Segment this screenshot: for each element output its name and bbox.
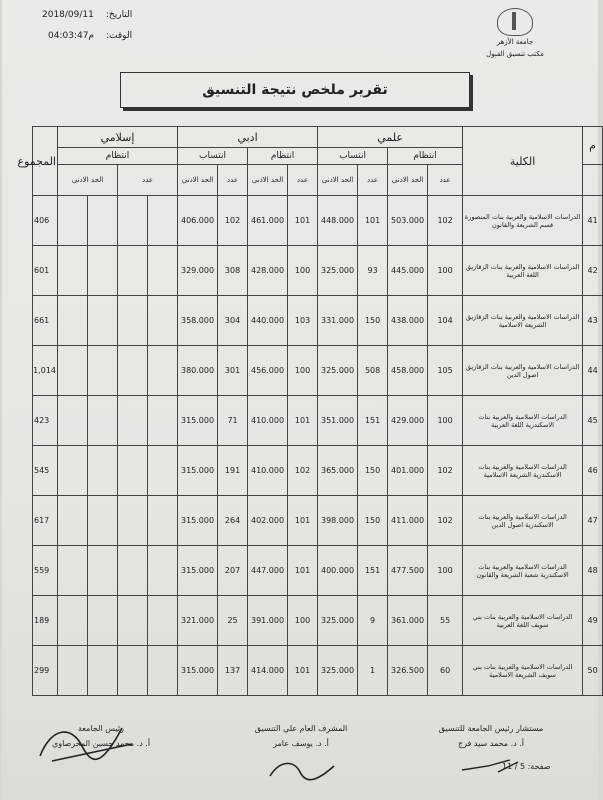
cell-s-aff-count: 1: [358, 646, 388, 696]
cell-l-reg-min: 456.000: [248, 346, 288, 396]
cell-l-reg-count: 100: [288, 596, 318, 646]
cell-s-reg-min: 361.000: [388, 596, 428, 646]
results-table: [17, 126, 603, 696]
date-value: 2018/09/11: [42, 10, 94, 20]
cell-islamic-empty: [148, 596, 178, 646]
time-value: 04:03:47م: [48, 31, 94, 41]
cell-l-aff-count: 301: [218, 346, 248, 396]
header-literary-regular: انتظام: [248, 148, 318, 165]
cell-islamic-empty: [118, 396, 148, 446]
cell-s-aff-min: 331.000: [318, 296, 358, 346]
cell-islamic-empty: [118, 596, 148, 646]
cell-m: 46: [583, 446, 603, 496]
cell-s-reg-count: 102: [428, 196, 463, 246]
cell-m: 41: [583, 196, 603, 246]
cell-islamic-empty: [118, 296, 148, 346]
header-science-affiliation: انتساب: [318, 148, 388, 165]
cell-s-reg-min: 429.000: [388, 396, 428, 446]
cell-islamic-empty: [118, 496, 148, 546]
cell-s-aff-count: 150: [358, 296, 388, 346]
cell-s-aff-count: 150: [358, 496, 388, 546]
cell-s-aff-min: 398.000: [318, 496, 358, 546]
cell-islamic-empty: [88, 396, 118, 446]
cell-total: 406: [33, 196, 58, 246]
cell-islamic-empty: [148, 396, 178, 446]
cell-college: الدراسات الاسلامية والعربية بنات الزقازيق الشريعة الاسلامية: [463, 296, 583, 346]
cell-s-aff-min: 325.000: [318, 596, 358, 646]
header-science: علمي: [318, 127, 463, 148]
cell-s-reg-min: 326.500: [388, 646, 428, 696]
org-line1: جامعة الأزهر: [496, 38, 534, 46]
header-islamic-regular: انتظام: [58, 148, 178, 165]
cell-s-aff-min: 325.000: [318, 646, 358, 696]
cell-l-reg-min: 440.000: [248, 296, 288, 346]
cell-s-aff-min: 400.000: [318, 546, 358, 596]
cell-islamic-empty: [58, 196, 88, 246]
header-literary: ادبي: [178, 127, 318, 148]
counselor-signature: [406, 724, 576, 748]
cell-islamic-empty: [88, 196, 118, 246]
cell-l-aff-min: 358.000: [178, 296, 218, 346]
header-min: الحد الادنى: [248, 165, 288, 196]
header-total: المجموع: [33, 127, 58, 196]
cell-islamic-empty: [88, 496, 118, 546]
cell-total: 299: [33, 646, 58, 696]
table-row: [33, 496, 603, 546]
table-row: [33, 546, 603, 596]
header-islamic: إسلامي: [58, 127, 178, 148]
cell-l-reg-min: 410.000: [248, 396, 288, 446]
cell-islamic-empty: [58, 546, 88, 596]
cell-l-aff-min: 315.000: [178, 446, 218, 496]
table-row: [33, 646, 603, 696]
cell-l-aff-min: 380.000: [178, 346, 218, 396]
cell-s-aff-min: 351.000: [318, 396, 358, 446]
org-line2: مكتب تنسيق القبول: [486, 50, 544, 58]
cell-l-reg-count: 101: [288, 646, 318, 696]
cell-l-aff-count: 264: [218, 496, 248, 546]
cell-s-reg-count: 100: [428, 246, 463, 296]
header-count: عدد: [118, 165, 178, 196]
cell-l-reg-count: 101: [288, 396, 318, 446]
cell-college: الدراسات الاسلامية والعربية بنات الاسكندرية شعبة الشريعة والقانون: [463, 546, 583, 596]
cell-m: 43: [583, 296, 603, 346]
cell-l-aff-count: 25: [218, 596, 248, 646]
supervisor-handwritten-signature: [264, 752, 344, 788]
cell-s-aff-count: 150: [358, 446, 388, 496]
cell-s-aff-count: 93: [358, 246, 388, 296]
cell-s-reg-count: 60: [428, 646, 463, 696]
cell-l-reg-min: 428.000: [248, 246, 288, 296]
cell-s-aff-count: 508: [358, 346, 388, 396]
cell-l-reg-count: 100: [288, 346, 318, 396]
cell-s-reg-min: 503.000: [388, 196, 428, 246]
cell-s-reg-count: 100: [428, 396, 463, 446]
cell-s-reg-min: 458.000: [388, 346, 428, 396]
header-count: عدد: [218, 165, 248, 196]
cell-m: 49: [583, 596, 603, 646]
cell-islamic-empty: [118, 246, 148, 296]
cell-total: 1,014: [33, 346, 58, 396]
cell-l-reg-min: 461.000: [248, 196, 288, 246]
cell-l-aff-min: 406.000: [178, 196, 218, 246]
report-title: تقرير ملخص نتيجة التنسيق: [120, 72, 470, 108]
university-logo: [470, 8, 560, 58]
cell-s-aff-count: 101: [358, 196, 388, 246]
cell-islamic-empty: [88, 596, 118, 646]
cell-l-aff-count: 304: [218, 296, 248, 346]
president-name: أ. د. محمد حسين المحرصاوي: [51, 739, 151, 748]
table-row: [33, 396, 603, 446]
header-min: الحد الادنى: [318, 165, 358, 196]
cell-islamic-empty: [58, 346, 88, 396]
cell-s-aff-min: 325.000: [318, 246, 358, 296]
cell-islamic-empty: [58, 496, 88, 546]
cell-islamic-empty: [148, 196, 178, 246]
cell-s-reg-count: 102: [428, 496, 463, 546]
cell-s-aff-count: 151: [358, 396, 388, 446]
cell-s-aff-min: 325.000: [318, 346, 358, 396]
cell-l-reg-min: 391.000: [248, 596, 288, 646]
cell-islamic-empty: [148, 346, 178, 396]
supervisor-title: المشرف العام علي التنسيق: [254, 724, 348, 733]
header-m: م: [583, 127, 603, 165]
cell-s-reg-count: 102: [428, 446, 463, 496]
cell-s-reg-count: 55: [428, 596, 463, 646]
cell-l-aff-count: 137: [218, 646, 248, 696]
cell-total: 423: [33, 396, 58, 446]
cell-islamic-empty: [88, 296, 118, 346]
cell-m: 42: [583, 246, 603, 296]
cell-l-aff-count: 102: [218, 196, 248, 246]
cell-m: 44: [583, 346, 603, 396]
cell-islamic-empty: [88, 346, 118, 396]
cell-islamic-empty: [118, 196, 148, 246]
document-page: [2, 0, 598, 800]
cell-l-aff-min: 315.000: [178, 646, 218, 696]
table-row: [33, 196, 603, 246]
cell-islamic-empty: [58, 446, 88, 496]
page-label: صفحة:: [527, 762, 551, 771]
cell-s-reg-min: 477.500: [388, 546, 428, 596]
cell-s-reg-count: 104: [428, 296, 463, 346]
cell-m: 47: [583, 496, 603, 546]
cell-total: 661: [33, 296, 58, 346]
table-row: [33, 246, 603, 296]
cell-l-reg-count: 101: [288, 546, 318, 596]
cell-islamic-empty: [58, 296, 88, 346]
page-value: 5 / 11: [502, 762, 526, 771]
header-min: الحد الادنى: [58, 165, 118, 196]
cell-l-reg-count: 100: [288, 246, 318, 296]
cell-s-reg-min: 401.000: [388, 446, 428, 496]
cell-l-reg-min: 414.000: [248, 646, 288, 696]
azhar-emblem-icon: [497, 8, 533, 36]
cell-college: الدراسات الاسلامية والعربية بنات المنصورة قسم الشريعة والقانون: [463, 196, 583, 246]
counselor-name: أ. د. محمد سيد فرج: [457, 739, 525, 748]
cell-l-reg-min: 410.000: [248, 446, 288, 496]
table-row: [33, 596, 603, 646]
header-count: عدد: [428, 165, 463, 196]
cell-islamic-empty: [148, 546, 178, 596]
cell-college: الدراسات الاسلامية والعربية بنات بني سويف الشريعة الاسلامية: [463, 646, 583, 696]
table-row: [33, 446, 603, 496]
cell-l-reg-count: 101: [288, 496, 318, 546]
date-label: التاريخ:: [105, 10, 133, 20]
cell-college: الدراسات الاسلامية والعربية بنات الاسكندرية اللغة العربية: [463, 396, 583, 446]
cell-s-aff-min: 365.000: [318, 446, 358, 496]
header-m-blank: [583, 165, 603, 196]
cell-islamic-empty: [118, 546, 148, 596]
cell-s-reg-min: 411.000: [388, 496, 428, 546]
cell-islamic-empty: [58, 396, 88, 446]
cell-islamic-empty: [58, 246, 88, 296]
cell-total: 545: [33, 446, 58, 496]
cell-islamic-empty: [148, 496, 178, 546]
cell-l-reg-count: 102: [288, 446, 318, 496]
supervisor-signature: [226, 724, 376, 748]
header-min: الحد الادنى: [388, 165, 428, 196]
header-count: عدد: [288, 165, 318, 196]
cell-s-reg-count: 100: [428, 546, 463, 596]
cell-total: 601: [33, 246, 58, 296]
time-label: الوقت:: [106, 31, 133, 41]
cell-islamic-empty: [118, 646, 148, 696]
cell-islamic-empty: [148, 246, 178, 296]
cell-l-aff-count: 71: [218, 396, 248, 446]
cell-l-reg-min: 447.000: [248, 546, 288, 596]
cell-s-reg-min: 438.000: [388, 296, 428, 346]
cell-l-aff-min: 315.000: [178, 546, 218, 596]
cell-college: الدراسات الاسلامية والعربية بنات الاسكندرية اصول الدين: [463, 496, 583, 546]
cell-islamic-empty: [148, 296, 178, 346]
cell-islamic-empty: [118, 346, 148, 396]
header-science-regular: انتظام: [388, 148, 463, 165]
president-title: رئيس الجامعة: [78, 724, 124, 733]
cell-m: 45: [583, 396, 603, 446]
cell-l-aff-count: 191: [218, 446, 248, 496]
cell-college: الدراسات الاسلامية والعربية بنات الزقازيق اصول الدين: [463, 346, 583, 396]
cell-s-reg-min: 445.000: [388, 246, 428, 296]
page-number: [502, 762, 551, 771]
supervisor-name: أ. د. يوسف عامر: [273, 739, 329, 748]
cell-l-aff-min: 321.000: [178, 596, 218, 646]
cell-l-aff-min: 315.000: [178, 496, 218, 546]
cell-islamic-empty: [58, 646, 88, 696]
cell-college: الدراسات الاسلامية والعربية بنات الزقازيق اللغة العربية: [463, 246, 583, 296]
cell-s-reg-count: 105: [428, 346, 463, 396]
table-row: [33, 346, 603, 396]
cell-islamic-empty: [118, 446, 148, 496]
cell-college: الدراسات الاسلامية والعربية بنات الاسكندرية الشريعة الاسلامية: [463, 446, 583, 496]
cell-l-reg-count: 101: [288, 196, 318, 246]
cell-islamic-empty: [88, 446, 118, 496]
counselor-title: مستشار رئيس الجامعة للتنسيق: [438, 724, 544, 733]
cell-l-aff-min: 329.000: [178, 246, 218, 296]
cell-l-reg-min: 402.000: [248, 496, 288, 546]
cell-s-aff-count: 151: [358, 546, 388, 596]
cell-s-aff-count: 9: [358, 596, 388, 646]
president-handwritten-signature: [32, 716, 142, 776]
cell-college: الدراسات الاسلامية والعربية بنات بني سويف اللغة العربية: [463, 596, 583, 646]
header-datetime: [42, 10, 132, 52]
cell-islamic-empty: [58, 596, 88, 646]
header-literary-affiliation: انتساب: [178, 148, 248, 165]
cell-l-aff-min: 315.000: [178, 396, 218, 446]
cell-islamic-empty: [148, 646, 178, 696]
cell-islamic-empty: [88, 246, 118, 296]
cell-m: 48: [583, 546, 603, 596]
cell-total: 617: [33, 496, 58, 546]
cell-total: 559: [33, 546, 58, 596]
header-min: الحد الادنى: [178, 165, 218, 196]
cell-islamic-empty: [148, 446, 178, 496]
table-row: [33, 296, 603, 346]
cell-l-aff-count: 207: [218, 546, 248, 596]
cell-l-reg-count: 103: [288, 296, 318, 346]
cell-total: 189: [33, 596, 58, 646]
header-college: الكلية: [463, 127, 583, 196]
cell-s-aff-min: 448.000: [318, 196, 358, 246]
cell-islamic-empty: [88, 646, 118, 696]
cell-m: 50: [583, 646, 603, 696]
cell-l-aff-count: 308: [218, 246, 248, 296]
header-count: عدد: [358, 165, 388, 196]
cell-islamic-empty: [88, 546, 118, 596]
